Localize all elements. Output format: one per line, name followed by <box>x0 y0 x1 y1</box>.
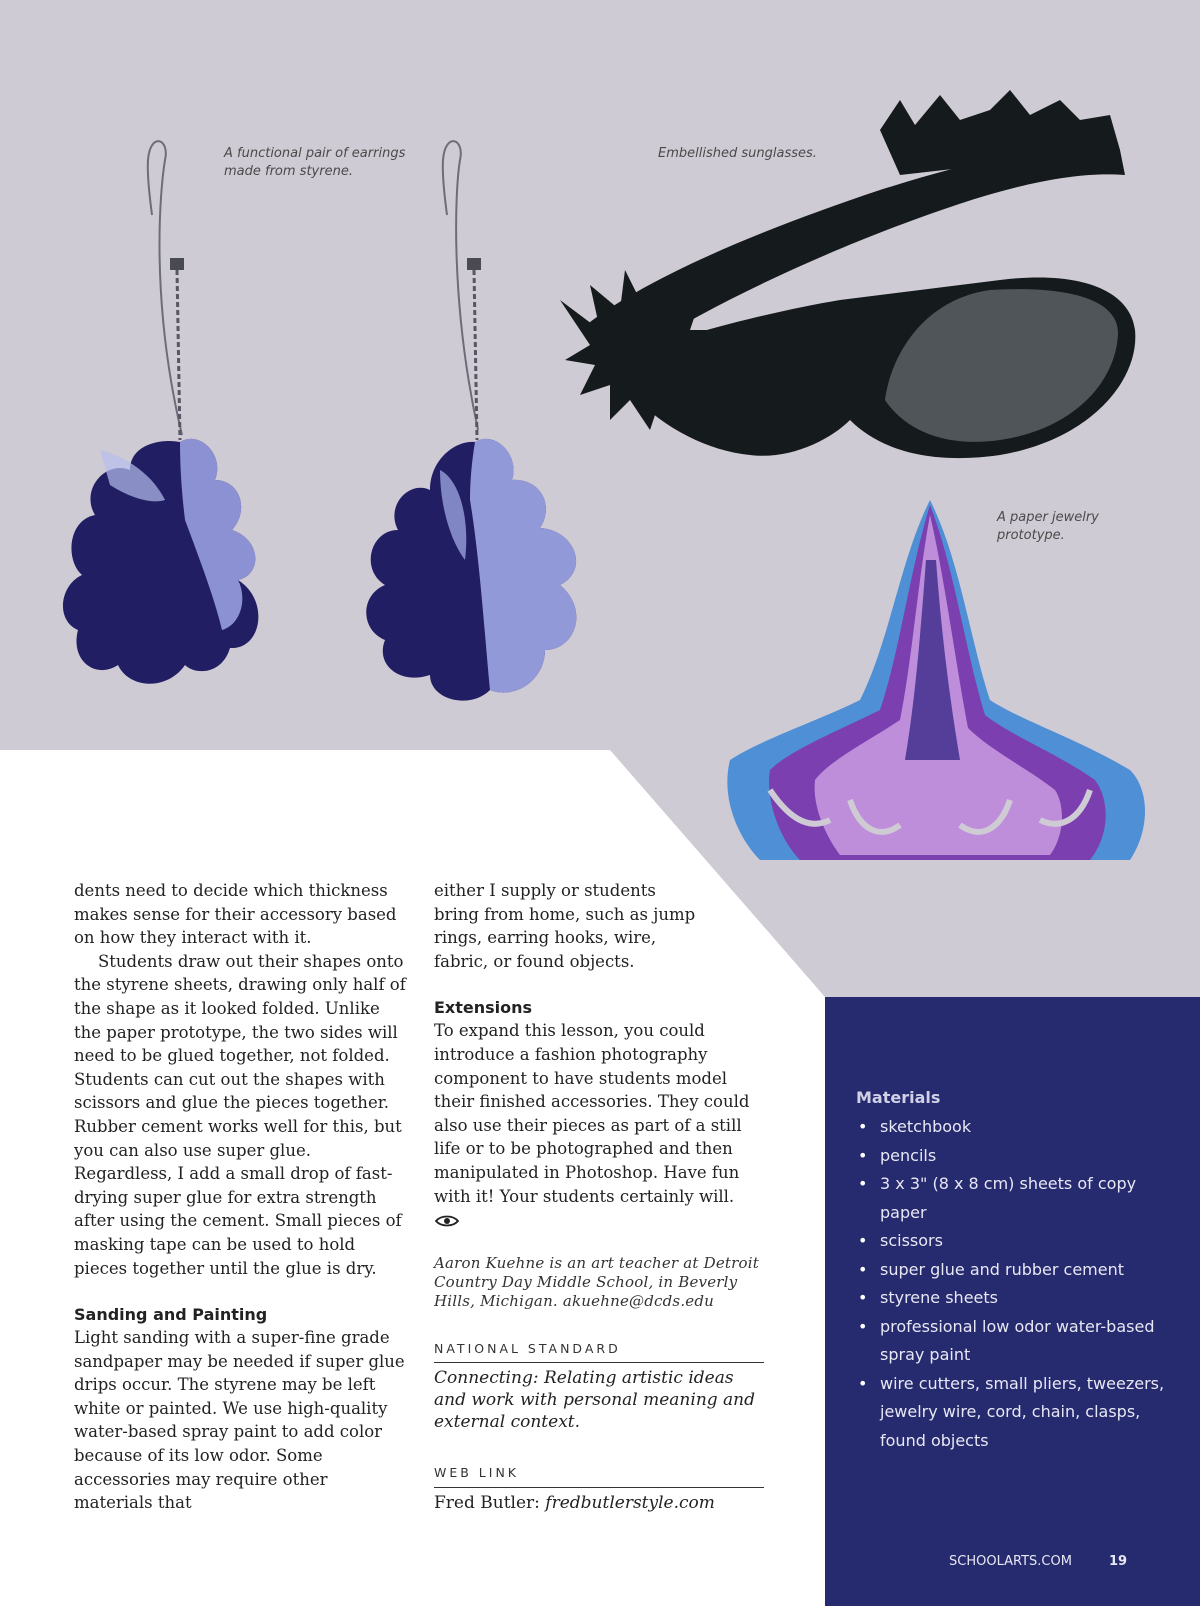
list-item: • wire cutters, small pliers, tweezers, jewelry wire, cord, chain, clasps, found objects <box>856 1370 1176 1456</box>
web-link-label: WEB LINK <box>434 1461 764 1488</box>
list-item: • super glue and rubber cement <box>856 1256 1176 1285</box>
page-number: 19 <box>1109 1554 1128 1569</box>
body-paragraph: Light sanding with a super-fine grade sandpaper may be needed if super glue drips occur. The styrene may be left white or painted. We use high-quality water-based spray paint to add color because of its low odor. Some accessories may require other materials that <box>74 1328 405 1513</box>
caption-earrings: A functional pair of earrings made from styrene. <box>224 146 406 179</box>
materials-list <box>856 1113 1176 1455</box>
list-item: • pencils <box>856 1142 1176 1171</box>
web-link-url[interactable]: fredbutlerstyle.com <box>545 1492 715 1513</box>
footer-site: SCHOOLARTS.COM <box>949 1554 1072 1569</box>
article-column-2 <box>434 879 764 1514</box>
article-column-1 <box>74 879 406 1515</box>
body-paragraph: either I supply or students bring from home, such as jump rings, earring hooks, wire, fabric, or found objects. <box>434 881 696 971</box>
national-standard-text: Connecting: Relating artistic ideas and work with personal meaning and external context. <box>434 1368 756 1433</box>
materials-box <box>856 1088 1176 1455</box>
list-item: • 3 x 3" (8 x 8 cm) sheets of copy paper <box>856 1170 1176 1227</box>
national-standard-label: NATIONAL STANDARD <box>434 1337 764 1364</box>
eye-icon <box>434 1214 460 1228</box>
list-item: • styrene sheets <box>856 1284 1176 1313</box>
caption-sunglasses: Embellished sunglasses. <box>658 146 817 161</box>
caption-prototype: A paper jewelry prototype. <box>997 510 1099 543</box>
list-item: • sketchbook <box>856 1113 1176 1142</box>
section-heading: Extensions <box>434 998 533 1018</box>
body-paragraph: To expand this lesson, you could introduce a fashion photography component to have students model their finished accessories. They could also use their pieces as part of a still life or to be photographed and then manipulated in Photoshop. Have fun with it! Your students certainly will. <box>434 1019 764 1231</box>
list-item: • professional low odor water-based spray paint <box>856 1313 1176 1370</box>
author-bio: Aaron Kuehne is an art teacher at Detroit Country Day Middle School, in Beverly Hills, Michigan. akuehne@dcds.edu <box>434 1253 759 1310</box>
section-heading: Sanding and Painting <box>74 1305 268 1325</box>
body-paragraph: dents need to decide which thickness makes sense for their accessory based on how they interact with it. <box>74 881 397 948</box>
materials-heading: Materials <box>856 1088 941 1107</box>
body-paragraph: Students draw out their shapes onto the styrene sheets, drawing only half of the shape as it looked folded. Unlike the paper prototype, the two sides will need to be glued together, not folded. Students can cut out the shapes with scissors and glue the pieces together. Rubber cement works well for this, but you can also use super glue. Regardless, I add a small drop of fast-drying super glue for extra strength after using the cement. Small pieces of masking tape can be used to hold pieces together until the glue is dry. <box>74 951 406 1278</box>
list-item: • scissors <box>856 1227 1176 1256</box>
web-link-name: Fred Butler: <box>434 1492 546 1513</box>
web-link <box>434 1492 764 1514</box>
